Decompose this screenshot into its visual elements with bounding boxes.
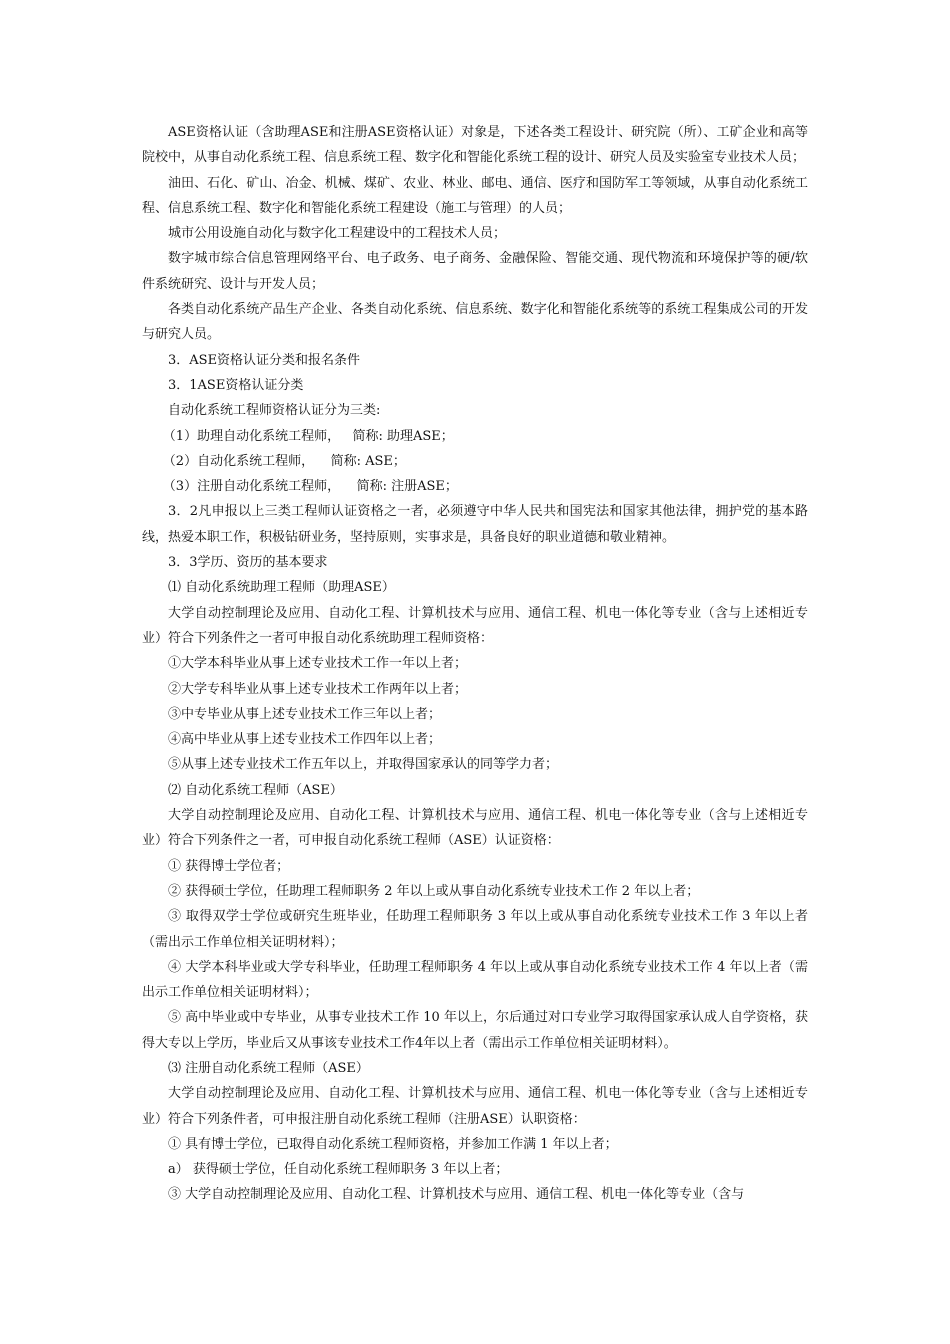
list-item-ase-3: ③ 取得双学士学位或研究生班毕业，任助理工程师职务 3 年以上或从事自动化系统专业技术工作 3 年以上者（需出示工作单位相关证明材料）； — [142, 909, 808, 950]
section-heading-3-3: 3．3学历、资历的基本要求 — [168, 555, 328, 571]
list-item-category-1: （1）助理自动化系统工程师， 简称: 助理ASE； — [162, 428, 454, 444]
list-item-category-3: （3）注册自动化系统工程师， 简称: 注册ASE； — [162, 479, 458, 495]
list-item-assistant-1: ①大学本科毕业从事上述专业技术工作一年以上者； — [168, 656, 468, 672]
list-item-assistant-5: ⑤从事上述专业技术工作五年以上，并取得国家承认的同等学力者； — [168, 757, 559, 773]
paragraph-integration-companies: 各类自动化系统产品生产企业、各类自动化系统、信息系统、数字化和智能化系统等的系统工程集成公司的开发与研究人员。 — [142, 302, 808, 343]
list-item-ase-2: ② 获得硕士学位，任助理工程师职务 2 年以上或从事自动化系统专业技术工作 2 年以上者； — [168, 883, 700, 899]
list-item-assistant-4: ④高中毕业从事上述专业技术工作四年以上者； — [168, 732, 442, 748]
document-page — [142, 120, 808, 1208]
list-item-ase-1: ① 获得博士学位者； — [168, 858, 290, 874]
section-3-2-requirements: 3．2凡申报以上三类工程师认证资格之一者，必须遵守中华人民共和国宪法和国家其他法律，拥护党的基本路线，热爱本职工作，积极钻研业务，坚持原则，实事求是，具备良好的职业道德和敬业精神。 — [142, 504, 808, 545]
list-item-registered-3: ③ 大学自动控制理论及应用、自动化工程、计算机技术与应用、通信工程、机电一体化等专业（含与 — [168, 1187, 745, 1203]
paragraph-assistant-conditions: 大学自动控制理论及应用、自动化工程、计算机技术与应用、通信工程、机电一体化等专业（含与上述相近专业）符合下列条件之一者可申报自动化系统助理工程师资格： — [142, 605, 808, 646]
paragraph-registered-conditions: 大学自动控制理论及应用、自动化工程、计算机技术与应用、通信工程、机电一体化等专业（含与上述相近专业）符合下列条件者，可申报注册自动化系统工程师（注册ASE）认职资格： — [142, 1086, 808, 1127]
section-heading-3-1: 3．1ASE资格认证分类 — [168, 377, 304, 393]
list-item-registered-a: a） 获得硕士学位，任自动化系统工程师职务 3 年以上者； — [168, 1162, 509, 1178]
list-item-ase-5: ⑤ 高中毕业或中专毕业，从事专业技术工作 10 年以上，尔后通过对口专业学习取得国家承认成人自学资格，获得大专以上学历，毕业后又从事该专业技术工作4年以上者（需出示工作单位相关证明材料）。 — [142, 1010, 808, 1051]
paragraph-three-categories: 自动化系统工程师资格认证分为三类: — [168, 403, 381, 419]
paragraph-industry-fields: 油田、石化、矿山、冶金、机械、煤矿、农业、林业、邮电、通信、医疗和国防军工等领域，从事自动化系统工程、信息系统工程、数字化和智能化系统工程建设（施工与管理）的人员； — [142, 175, 808, 216]
subheading-registered-ase: ⑶ 注册自动化系统工程师（ASE） — [168, 1060, 369, 1076]
paragraph-ase-conditions: 大学自动控制理论及应用、自动化工程、计算机技术与应用、通信工程、机电一体化等专业（含与上述相近专业）符合下列条件之一者，可申报自动化系统工程师（ASE）认证资格： — [142, 808, 808, 849]
paragraph-digital-city: 数字城市综合信息管理网络平台、电子政务、电子商务、金融保险、智能交通、现代物流和环境保护等的硬/软件系统研究、设计与开发人员； — [142, 251, 808, 292]
list-item-ase-4: ④ 大学本科毕业或大学专科毕业，任助理工程师职务 4 年以上或从事自动化系统专业技术工作 4 年以上者（需出示工作单位相关证明材料）； — [142, 959, 808, 1001]
list-item-registered-1: ① 具有博士学位，已取得自动化系统工程师资格，并参加工作满 1 年以上者； — [168, 1136, 618, 1152]
list-item-assistant-2: ②大学专科毕业从事上述专业技术工作两年以上者； — [168, 681, 468, 697]
list-item-category-2: （2）自动化系统工程师， 简称: ASE； — [162, 453, 406, 469]
section-heading-3: 3．ASE资格认证分类和报名条件 — [168, 352, 361, 368]
subheading-assistant-ase: ⑴ 自动化系统助理工程师（助理ASE） — [168, 580, 395, 596]
list-item-assistant-3: ③中专毕业从事上述专业技术工作三年以上者； — [168, 706, 442, 722]
subheading-ase: ⑵ 自动化系统工程师（ASE） — [168, 782, 343, 798]
paragraph-ase-target-persons: ASE资格认证（含助理ASE和注册ASE资格认证）对象是，下述各类工程设计、研究院（所）、工矿企业和高等院校中，从事自动化系统工程、信息系统工程、数字化和智能化系统工程的设计、研究人员及实验室专业技术人员； — [142, 125, 808, 166]
paragraph-city-facilities: 城市公用设施自动化与数字化工程建设中的工程技术人员； — [168, 226, 507, 242]
